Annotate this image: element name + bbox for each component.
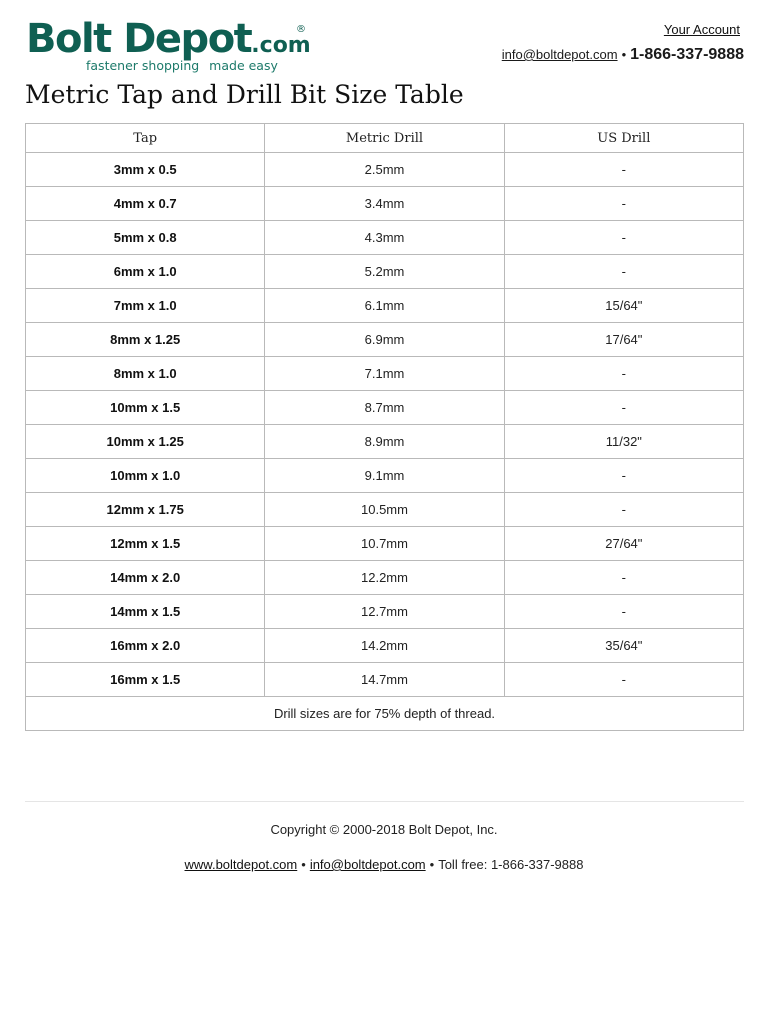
table-row	[26, 629, 744, 663]
us-drill: -	[504, 561, 743, 595]
table-row	[26, 459, 744, 493]
us-drill: -	[504, 153, 743, 187]
page-title: Metric Tap and Drill Bit Size Table	[25, 80, 464, 109]
tap-size: 16mm x 1.5	[26, 663, 265, 697]
tap-size: 10mm x 1.5	[26, 391, 265, 425]
tap-size: 3mm x 0.5	[26, 153, 265, 187]
metric-drill: 4.3mm	[265, 221, 504, 255]
logo-wordmark	[26, 16, 311, 62]
us-drill: -	[504, 595, 743, 629]
us-drill: -	[504, 391, 743, 425]
logo-suffix: .com	[251, 33, 311, 58]
us-drill: -	[504, 357, 743, 391]
table-note-row	[26, 697, 744, 731]
table-row	[26, 663, 744, 697]
footer-links	[0, 857, 768, 872]
table-row	[26, 527, 744, 561]
metric-drill: 2.5mm	[265, 153, 504, 187]
metric-drill: 5.2mm	[265, 255, 504, 289]
tap-size: 14mm x 2.0	[26, 561, 265, 595]
tap-size: 8mm x 1.25	[26, 323, 265, 357]
us-drill: -	[504, 187, 743, 221]
tagline-right: made easy	[209, 58, 278, 73]
us-drill: 35/64"	[504, 629, 743, 663]
metric-drill: 10.7mm	[265, 527, 504, 561]
table-row	[26, 391, 744, 425]
table-row	[26, 493, 744, 527]
header-email-link[interactable]: info@boltdepot.com	[501, 47, 618, 62]
registered-mark: ®	[296, 24, 306, 35]
table-row	[26, 425, 744, 459]
table-header-row	[26, 124, 744, 153]
metric-drill: 8.9mm	[265, 425, 504, 459]
tap-size: 5mm x 0.8	[26, 221, 265, 255]
us-drill: -	[504, 459, 743, 493]
table-row	[26, 221, 744, 255]
tap-size: 12mm x 1.75	[26, 493, 265, 527]
tap-size: 6mm x 1.0	[26, 255, 265, 289]
metric-drill: 9.1mm	[265, 459, 504, 493]
header-tap: Tap	[26, 124, 265, 153]
table-row	[26, 357, 744, 391]
us-drill: -	[504, 221, 743, 255]
tap-size: 8mm x 1.0	[26, 357, 265, 391]
footer-website-link[interactable]: www.boltdepot.com	[184, 857, 298, 872]
tap-size: 10mm x 1.0	[26, 459, 265, 493]
tap-size: 16mm x 2.0	[26, 629, 265, 663]
metric-drill: 7.1mm	[265, 357, 504, 391]
logo-tagline	[86, 58, 278, 73]
metric-drill: 14.7mm	[265, 663, 504, 697]
tap-size: 12mm x 1.5	[26, 527, 265, 561]
your-account-link[interactable]: Your Account	[663, 22, 740, 37]
tap-drill-table	[25, 123, 744, 731]
table-row	[26, 153, 744, 187]
tagline-left: fastener shopping	[86, 58, 200, 73]
header-us-drill: US Drill	[504, 124, 743, 153]
tap-size: 10mm x 1.25	[26, 425, 265, 459]
table-row	[26, 595, 744, 629]
header-metric-drill: Metric Drill	[265, 124, 504, 153]
metric-drill: 12.7mm	[265, 595, 504, 629]
us-drill: -	[504, 493, 743, 527]
header-contact	[502, 46, 744, 64]
footer-separator: •	[301, 857, 306, 872]
tap-size: 7mm x 1.0	[26, 289, 265, 323]
table-row	[26, 255, 744, 289]
footer-tollfree: Toll free: 1-866-337-9888	[438, 857, 584, 872]
table-note: Drill sizes are for 75% depth of thread.	[26, 697, 744, 731]
us-drill: -	[504, 663, 743, 697]
tap-size: 4mm x 0.7	[26, 187, 265, 221]
table-row	[26, 187, 744, 221]
metric-drill: 12.2mm	[265, 561, 504, 595]
us-drill: 17/64"	[504, 323, 743, 357]
us-drill: 27/64"	[504, 527, 743, 561]
logo-name: Bolt Depot	[26, 16, 252, 62]
table-row	[26, 289, 744, 323]
tap-size: 14mm x 1.5	[26, 595, 265, 629]
table-row	[26, 561, 744, 595]
metric-drill: 10.5mm	[265, 493, 504, 527]
bolt-depot-logo[interactable]	[26, 16, 371, 74]
header-phone: 1-866-337-9888	[630, 46, 744, 63]
metric-drill: 6.1mm	[265, 289, 504, 323]
footer-divider	[25, 801, 744, 802]
footer-separator: •	[429, 857, 435, 872]
metric-drill: 6.9mm	[265, 323, 504, 357]
metric-drill: 3.4mm	[265, 187, 504, 221]
footer-email-link[interactable]: info@boltdepot.com	[309, 857, 426, 872]
copyright-text: Copyright © 2000-2018 Bolt Depot, Inc.	[270, 822, 498, 837]
metric-drill: 14.2mm	[265, 629, 504, 663]
header-separator: •	[621, 47, 627, 62]
us-drill: -	[504, 255, 743, 289]
us-drill: 11/32"	[504, 425, 743, 459]
us-drill: 15/64"	[504, 289, 743, 323]
metric-drill: 8.7mm	[265, 391, 504, 425]
table-row	[26, 323, 744, 357]
